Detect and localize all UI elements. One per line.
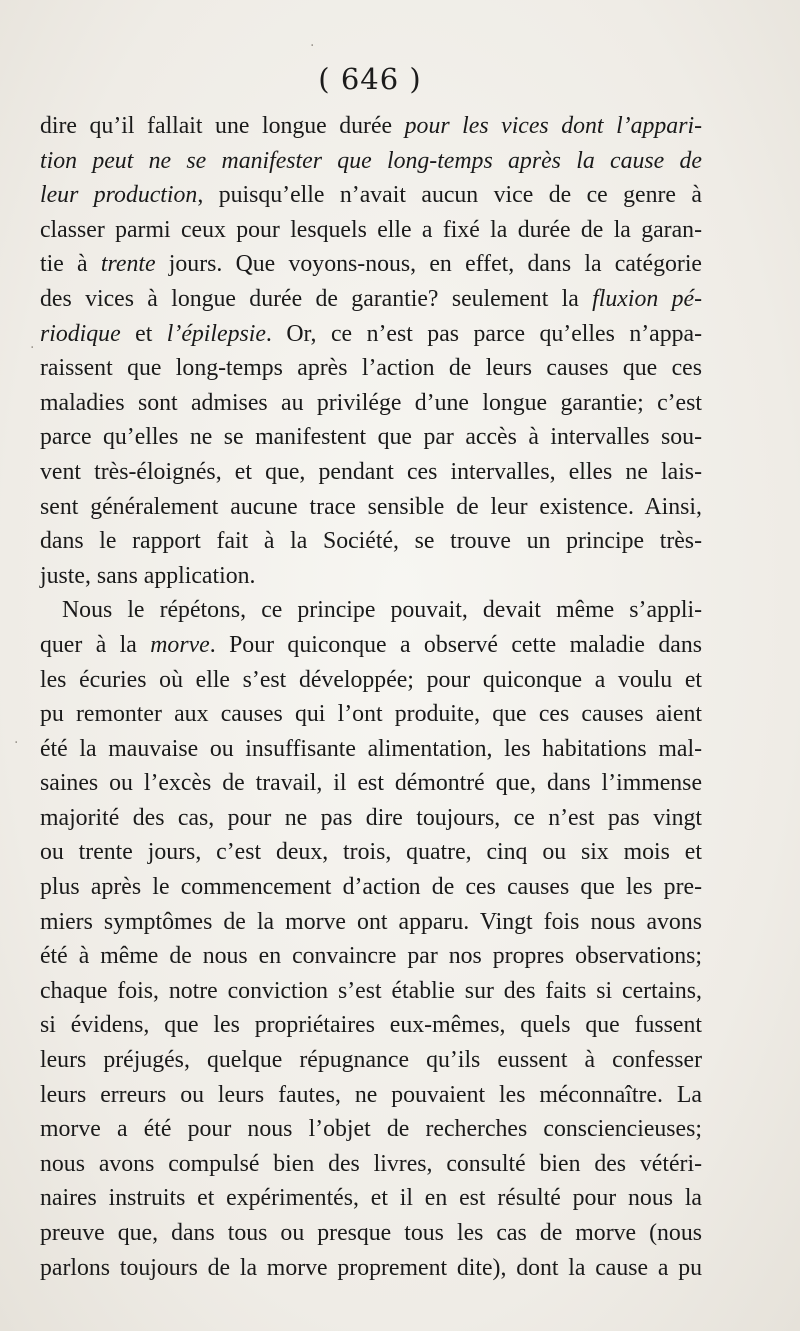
text-line	[40, 109, 702, 144]
text-span: juste, sans application.	[40, 562, 256, 589]
text-line	[40, 559, 702, 594]
text-span: sent généralement aucune trace sensible de leur existence. Ainsi,	[40, 493, 702, 520]
text-span: si évidens, que les propriétaires eux-mêmes, quels que fussent	[40, 1012, 702, 1039]
italic-text: l’épilepsie	[166, 320, 266, 347]
text-span: dire qu’il fallait une longue durée	[40, 113, 405, 139]
text-line	[40, 593, 702, 628]
text-line	[40, 1147, 702, 1182]
text-line	[40, 801, 702, 836]
italic-text: morve	[150, 631, 210, 658]
italic-text: tion peut ne se manifester que long-temps après la cause de	[40, 147, 702, 174]
text-span: , puisqu’elle n’avait aucun vice de ce genre à	[197, 182, 702, 209]
text-line	[40, 1112, 702, 1147]
text-span: nous avons compulsé bien des livres, consulté bien des vétéri-	[40, 1150, 702, 1177]
text-span: leurs erreurs ou leurs fautes, ne pouvaient les méconnaître. La	[40, 1081, 702, 1108]
text-line	[40, 939, 702, 974]
text-line	[40, 663, 702, 698]
text-span: jours. Que voyons-nous, en effet, dans la catégorie	[155, 251, 702, 278]
text-line	[40, 766, 702, 801]
text-span: . Pour quiconque a observé cette maladie dans	[209, 631, 702, 658]
text-span: miers symptômes de la morve ont apparu. Vingt fois nous avons	[40, 908, 702, 935]
text-line	[40, 524, 702, 559]
italic-text: trente	[100, 251, 156, 278]
italic-text: pour les vices dont l’appari-	[404, 113, 702, 139]
text-line	[40, 386, 702, 421]
italic-text: riodique	[40, 320, 121, 347]
text-span: classer parmi ceux pour lesquels elle a fixé la durée de la garan-	[40, 216, 702, 243]
text-line	[40, 455, 702, 490]
text-span: et	[120, 320, 167, 347]
text-line	[40, 351, 702, 386]
text-span: été la mauvaise ou insuffisante alimentation, les habitations mal-	[40, 735, 702, 762]
text-span: chaque fois, notre conviction s’est établie sur des faits si certains,	[40, 977, 702, 1004]
text-line	[40, 144, 702, 179]
text-span: quer à la	[40, 631, 151, 658]
text-line	[40, 282, 702, 317]
text-span: parce qu’elles ne se manifestent que par accès à intervalles sou-	[40, 424, 702, 451]
text-line	[40, 490, 702, 525]
text-span: pu remonter aux causes qui l’ont produite, que ces causes aient	[40, 701, 702, 728]
text-span: vent très-éloignés, et que, pendant ces intervalles, elles ne lais-	[40, 458, 702, 485]
text-line	[40, 213, 702, 248]
text-line	[40, 1251, 702, 1286]
text-span: plus après le commencement d’action de ces causes que les pre-	[40, 874, 702, 901]
text-line	[40, 1043, 702, 1078]
text-span: des vices à longue durée de garantie? seulement la	[40, 285, 593, 312]
text-line	[40, 870, 702, 905]
page-number: ( 646 )	[318, 62, 422, 96]
text-span: saines ou l’excès de travail, il est démontré que, dans l’immense	[40, 770, 702, 797]
italic-text: leur production	[40, 182, 198, 209]
text-span: leurs préjugés, quelque répugnance qu’ils eussent à confesser	[40, 1047, 702, 1074]
text-span: raissent que long-temps après l’action de leurs causes que ces	[40, 355, 702, 382]
text-span: preuve que, dans tous ou presque tous les cas de morve (nous	[40, 1220, 702, 1246]
text-line	[40, 628, 702, 663]
text-span: tie à	[40, 251, 101, 278]
text-span: Nous le répétons, ce principe pouvait, devait même s’appli-	[62, 597, 702, 624]
text-line	[40, 1078, 702, 1113]
text-line	[40, 974, 702, 1009]
text-span: parlons toujours de la morve proprement dite), dont la cause a pu	[40, 1254, 702, 1281]
text-line	[40, 247, 702, 282]
text-span: ou trente jours, c’est deux, trois, quatre, cinq ou six mois et	[40, 839, 702, 866]
text-span: maladies sont admises au privilége d’une longue garantie; c’est	[40, 389, 702, 416]
text-span: majorité des cas, pour ne pas dire toujours, ce n’est pas vingt	[40, 804, 702, 831]
italic-text: fluxion pé-	[592, 285, 702, 312]
body-text	[40, 109, 702, 1285]
text-span: les écuries où elle s’est développée; pour quiconque a voulu et	[40, 666, 702, 693]
text-line	[40, 420, 702, 455]
text-span: été à même de nous en convaincre par nos propres observations;	[40, 943, 702, 970]
text-span: naires instruits et expérimentés, et il en est résulté pour nous la	[40, 1185, 702, 1212]
text-line	[40, 732, 702, 767]
paper-speck: ·	[30, 340, 35, 356]
paper-speck: ·	[14, 735, 19, 751]
text-span: dans le rapport fait à la Société, se trouve un principe très-	[40, 528, 702, 555]
paper-speck: ·	[310, 38, 315, 54]
text-line	[40, 1181, 702, 1216]
text-line	[40, 1008, 702, 1043]
text-line	[40, 178, 702, 213]
text-span: . Or, ce n’est pas parce qu’elles n’appa-	[265, 320, 703, 347]
text-line	[40, 905, 702, 940]
text-line	[40, 317, 702, 352]
text-line	[40, 1216, 702, 1251]
text-line	[40, 835, 702, 870]
text-span: morve a été pour nous l’objet de recherches consciencieuses;	[40, 1116, 702, 1143]
text-line	[40, 697, 702, 732]
